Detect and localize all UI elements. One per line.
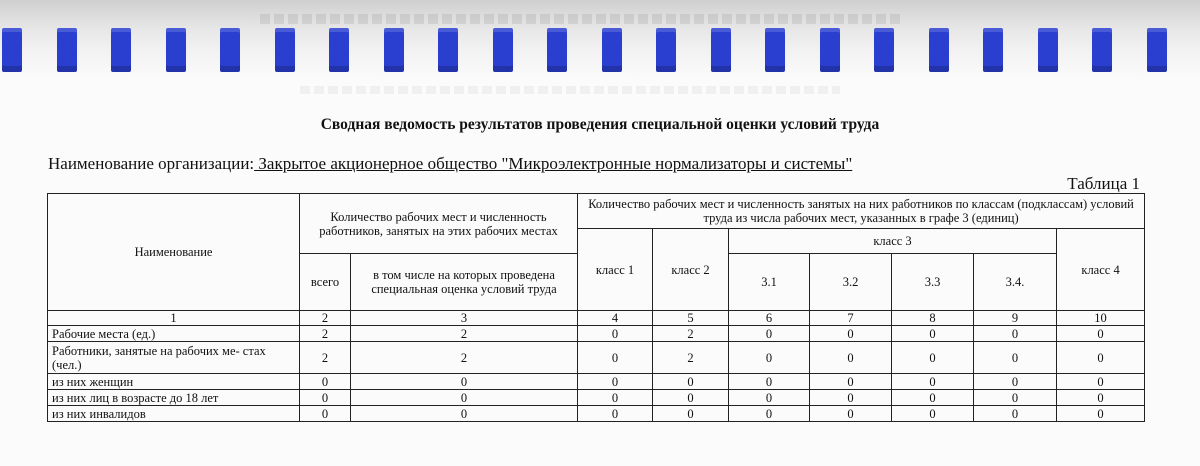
row-label: Рабочие места (ед.) [48, 326, 300, 342]
binding-ring [874, 28, 894, 72]
binding-ring [656, 28, 676, 72]
table-row [48, 390, 1145, 406]
binding-ring [602, 28, 622, 72]
table-cell: 0 [1057, 342, 1145, 374]
binding-ring [275, 28, 295, 72]
document-title: Сводная ведомость результатов проведения специальной оценки условий труда [320, 116, 880, 133]
binding-ring [1092, 28, 1112, 72]
column-number: 4 [578, 311, 653, 326]
header-name: Наименование [48, 194, 300, 311]
table-cell: 0 [578, 326, 653, 342]
header-class-3: класс 3 [729, 229, 1057, 254]
table-cell: 2 [653, 326, 729, 342]
binding-ring [1038, 28, 1058, 72]
binding-ring [493, 28, 513, 72]
table-cell: 0 [810, 374, 892, 390]
column-number: 5 [653, 311, 729, 326]
table-cell: 2 [351, 326, 578, 342]
row-label: из них женщин [48, 374, 300, 390]
table-cell: 0 [729, 390, 810, 406]
table-cell: 0 [810, 390, 892, 406]
row-label: Работники, занятые на рабочих ме- стах (чел.) [48, 342, 300, 374]
binding-ring [166, 28, 186, 72]
table-cell: 0 [810, 342, 892, 374]
binding-ring [711, 28, 731, 72]
table-row [48, 326, 1145, 342]
table-cell: 0 [892, 406, 974, 422]
binding-ring [929, 28, 949, 72]
column-number: 9 [974, 311, 1057, 326]
header-subclass-3-2: 3.2 [810, 254, 892, 311]
header-total: всего [300, 254, 351, 311]
table-cell: 0 [892, 326, 974, 342]
binding-ring [111, 28, 131, 72]
table-cell: 0 [1057, 406, 1145, 422]
table-cell: 0 [653, 374, 729, 390]
column-number: 7 [810, 311, 892, 326]
table-cell: 0 [810, 326, 892, 342]
show-through-text-lower [300, 86, 840, 94]
table-cell: 0 [351, 374, 578, 390]
table-cell: 0 [1057, 374, 1145, 390]
table-cell: 0 [974, 374, 1057, 390]
binding-ring [57, 28, 77, 72]
header-class-2: класс 2 [653, 229, 729, 311]
column-number: 2 [300, 311, 351, 326]
table-cell: 2 [653, 342, 729, 374]
header-subclass-3-1: 3.1 [729, 254, 810, 311]
binding-ring [329, 28, 349, 72]
table-cell: 0 [351, 390, 578, 406]
row-label: из них инвалидов [48, 406, 300, 422]
header-workplaces-group: Количество рабочих мест и численность работников, занятых на этих рабочих местах [300, 194, 578, 254]
binding-ring [547, 28, 567, 72]
table-cell: 0 [578, 342, 653, 374]
header-assessed: в том числе на которых проведена специальная оценка условий труда [351, 254, 578, 311]
table-cell: 0 [1057, 390, 1145, 406]
header-subclass-3-3: 3.3 [892, 254, 974, 311]
binding-rings [0, 0, 1200, 80]
table-row [48, 342, 1145, 374]
column-number-row [48, 311, 1145, 326]
table-cell: 0 [892, 374, 974, 390]
binding-ring [220, 28, 240, 72]
table-cell: 0 [974, 326, 1057, 342]
binding-ring [1147, 28, 1167, 72]
table-cell: 0 [729, 326, 810, 342]
organization-label: Наименование организации: [48, 154, 255, 173]
binding-ring [384, 28, 404, 72]
table-cell: 0 [300, 406, 351, 422]
table-cell: 0 [810, 406, 892, 422]
table-row [48, 406, 1145, 422]
binding-ring [765, 28, 785, 72]
table-cell: 0 [300, 390, 351, 406]
header-subclass-3-4: 3.4. [974, 254, 1057, 311]
binding-ring [820, 28, 840, 72]
binding-ring [983, 28, 1003, 72]
table-cell: 0 [974, 342, 1057, 374]
table-cell: 0 [729, 406, 810, 422]
table-cell: 0 [653, 406, 729, 422]
table-cell: 0 [974, 390, 1057, 406]
organization-name: Закрытое акционерное общество "Микроэлектронные нормализаторы и системы" [254, 154, 853, 173]
organization-line [48, 154, 852, 174]
table-cell: 0 [578, 406, 653, 422]
table-cell: 0 [974, 406, 1057, 422]
table-cell: 2 [300, 326, 351, 342]
row-label: из них лиц в возрасте до 18 лет [48, 390, 300, 406]
column-number: 10 [1057, 311, 1145, 326]
header-class-4: класс 4 [1057, 229, 1145, 311]
binding-ring [438, 28, 458, 72]
table-cell: 0 [351, 406, 578, 422]
table-cell: 0 [892, 390, 974, 406]
binding-ring [2, 28, 22, 72]
table-cell: 0 [653, 390, 729, 406]
table-cell: 0 [300, 374, 351, 390]
column-number: 6 [729, 311, 810, 326]
table-cell: 0 [729, 374, 810, 390]
table-row [48, 374, 1145, 390]
column-number: 3 [351, 311, 578, 326]
summary-table [47, 193, 1145, 422]
column-number: 8 [892, 311, 974, 326]
table-cell: 0 [578, 374, 653, 390]
header-class-1: класс 1 [578, 229, 653, 311]
header-classes-group: Количество рабочих мест и численность занятых на них работников по классам (подклассам) условий труда из числа рабочих мест, указанных в графе 3 (единиц) [578, 194, 1145, 229]
table-cell: 2 [351, 342, 578, 374]
table-cell: 2 [300, 342, 351, 374]
table-number: Таблица 1 [1067, 174, 1140, 193]
column-number: 1 [48, 311, 300, 326]
table-cell: 0 [578, 390, 653, 406]
table-cell: 0 [1057, 326, 1145, 342]
table-cell: 0 [729, 342, 810, 374]
table-cell: 0 [892, 342, 974, 374]
